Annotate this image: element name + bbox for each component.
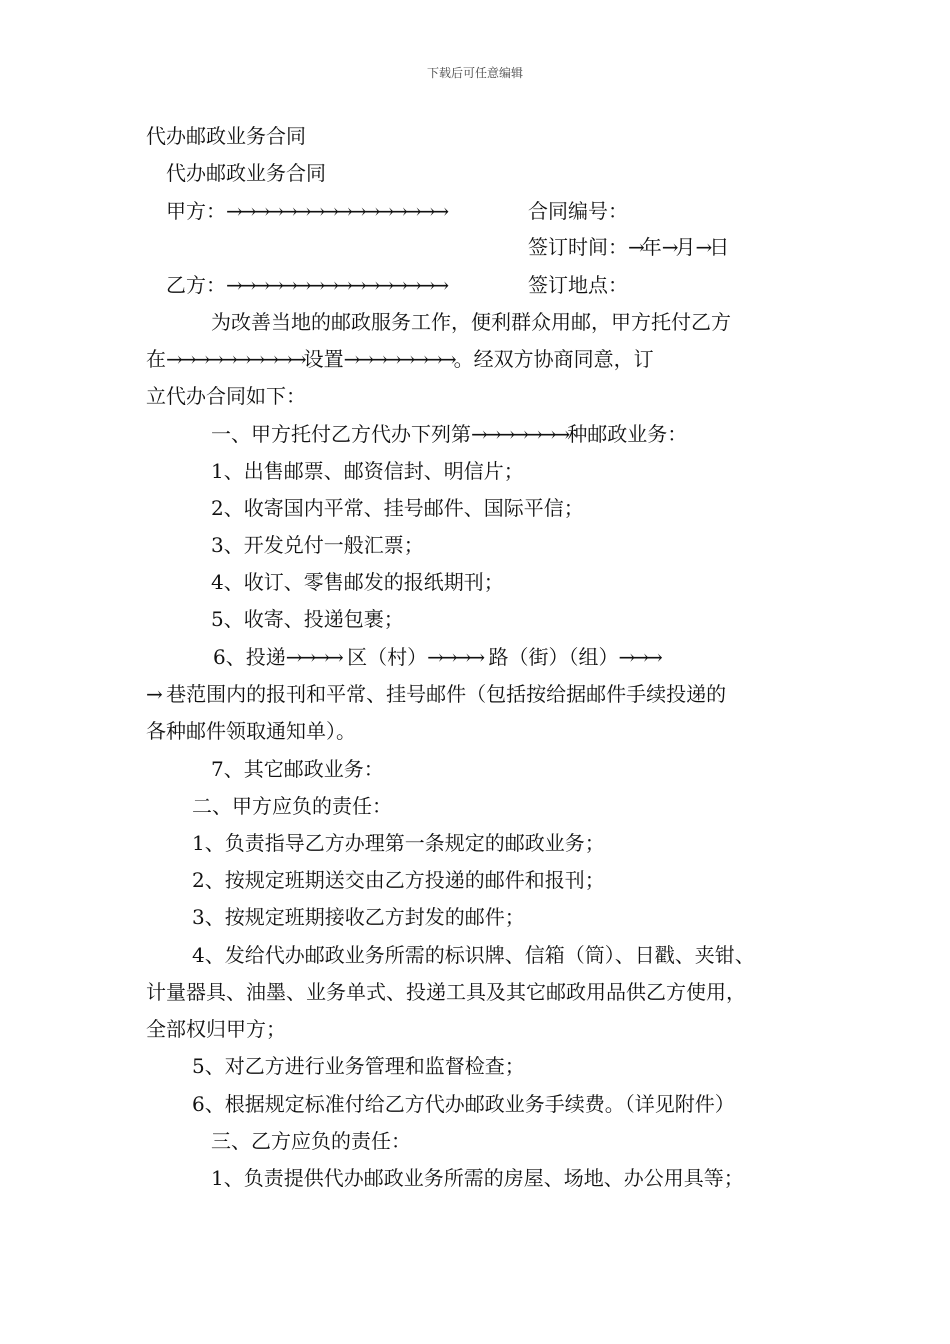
section-2-item-4-line2: 计量器具、油墨、业务单式、投递工具及其它邮政用品供乙方使用， — [146, 980, 746, 1004]
intro-paragraph-line1: 为改善当地的邮政服务工作，便利群众用邮，甲方托付乙方 — [211, 310, 731, 334]
road-fill: →→→→ — [427, 645, 483, 669]
party-a-label: 甲方： — [166, 199, 226, 223]
document-title: 代办邮政业务合同 — [146, 124, 306, 148]
location-fill: →→→→→→→→→→ — [166, 347, 304, 371]
section-2-item-4-line3: 全部权归甲方； — [146, 1017, 286, 1041]
district-fill: →→→→ — [285, 645, 341, 669]
section-1-item: 2、收寄国内平常、挂号邮件、国际平信； — [211, 496, 584, 520]
sign-time-label: 签订时间： — [528, 235, 628, 259]
section-2-item-4-line1: 4、发给代办邮政业务所需的标识牌、信箱（筒）、日戳、夹钳、 — [192, 943, 755, 967]
party-a-line — [166, 197, 446, 225]
party-a-fill: →→→→→→→→→→→→→→→→ — [226, 199, 447, 223]
section-2-item-6: 6、根据规定标准付给乙方代办邮政业务手续费。（详见附件） — [192, 1092, 735, 1116]
section-2-item: 2、按规定班期送交由乙方投递的邮件和报刊； — [192, 868, 605, 892]
intro-text: 设置 — [303, 347, 344, 371]
party-b-label: 乙方： — [166, 273, 226, 297]
section-3-title: 三、乙方应负的责任： — [211, 1129, 411, 1153]
lane-fill: → — [146, 682, 160, 706]
facility-fill: →→→→→→→→ — [343, 347, 454, 371]
item-6-text: 6、投递 — [213, 645, 286, 669]
section-1-item-6-line3: 各种邮件领取通知单）。 — [146, 719, 356, 743]
section-1-item-7: 7、其它邮政业务： — [211, 757, 384, 781]
intro-text: 在 — [146, 347, 166, 371]
month-label: 月 — [675, 235, 696, 259]
party-b-line — [166, 271, 446, 299]
sign-time-fill-year: → — [628, 235, 642, 259]
item-6-text: 巷范围内的报刊和平常、挂号邮件（包括按给据邮件手续投递的 — [159, 682, 727, 706]
sign-place-label: 签订地点： — [528, 273, 628, 297]
day-label: 日 — [709, 235, 730, 259]
party-b-fill: →→→→→→→→→→→→→→→→ — [226, 273, 447, 297]
sign-time-fill-day: → — [695, 235, 710, 259]
document-subtitle: 代办邮政业务合同 — [166, 161, 326, 185]
section-1-item: 1、出售邮票、邮资信封、明信片； — [211, 459, 524, 483]
section-2-item: 3、按规定班期接收乙方封发的邮件； — [192, 905, 525, 929]
intro-paragraph-line3: 立代办合同如下： — [146, 384, 306, 408]
intro-paragraph-line2 — [146, 345, 654, 373]
service-item-fill: →→→→→→→ — [471, 422, 568, 446]
section-2-item-5: 5、对乙方进行业务管理和监督检查； — [192, 1054, 525, 1078]
group-fill: →→→ — [618, 645, 660, 669]
section-2-item: 1、负责指导乙方办理第一条规定的邮政业务； — [192, 831, 605, 855]
section-1-title — [211, 420, 687, 448]
section-3-item-1: 1、负责提供代办邮政业务所需的房屋、场地、办公用具等； — [211, 1166, 744, 1190]
section-1-item: 4、收订、零售邮发的报纸期刊； — [211, 570, 504, 594]
year-label: 年 — [641, 235, 662, 259]
item-6-text: 区（村） — [340, 645, 428, 669]
section-1-text: 一、甲方托付乙方代办下列第 — [211, 422, 471, 446]
contract-no-label: 合同编号： — [528, 199, 628, 223]
sign-time-fill-month: → — [661, 235, 676, 259]
section-1-item: 3、开发兑付一般汇票； — [211, 533, 424, 557]
section-1-item-6-line1 — [213, 643, 660, 671]
section-1-text: 种邮政业务： — [567, 422, 688, 446]
section-2-title: 二、甲方应负的责任： — [192, 794, 392, 818]
sign-time-line — [528, 233, 729, 261]
item-6-text: 路（街）（组） — [482, 645, 619, 669]
page-header-note: 下载后可任意编辑 — [426, 66, 523, 80]
intro-text: 。经双方协商同意，订 — [453, 347, 654, 371]
section-1-item: 5、收寄、投递包裹； — [211, 607, 404, 631]
section-1-item-6-line2 — [146, 680, 726, 708]
